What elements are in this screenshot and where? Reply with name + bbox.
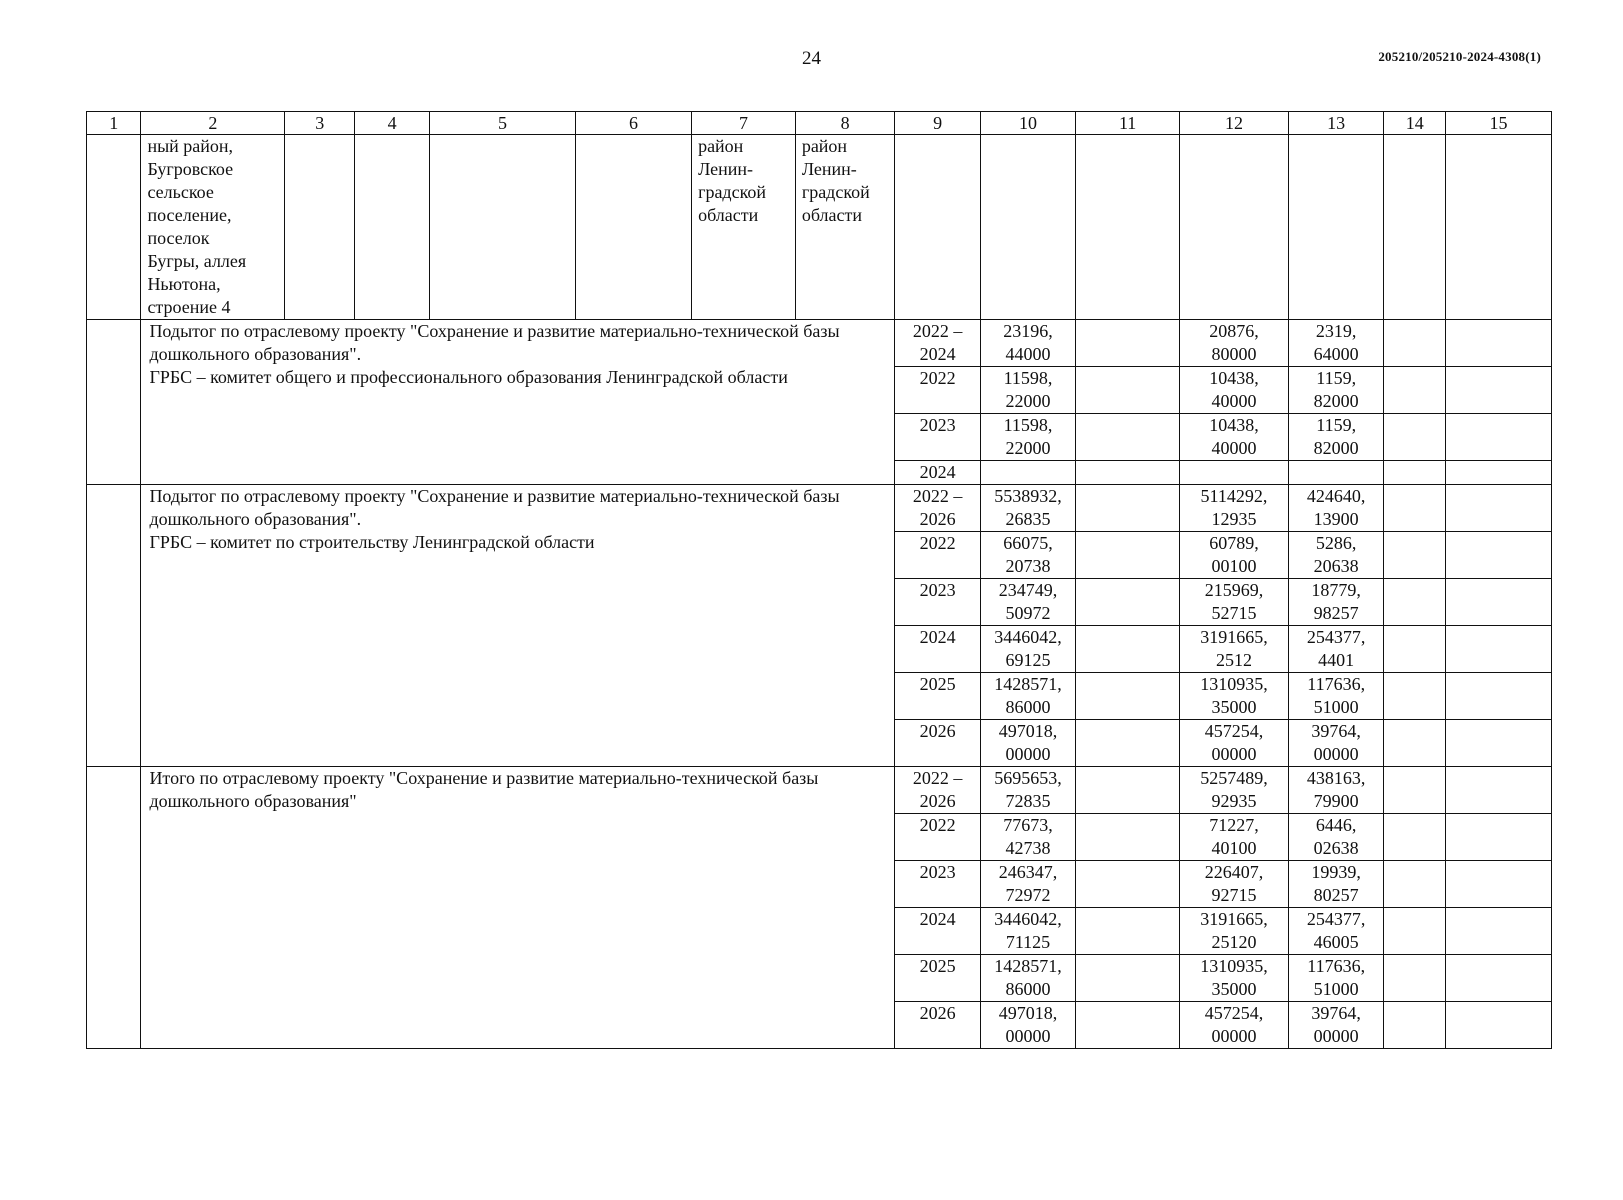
- col13-cell: [1288, 320, 1384, 367]
- group-description: [141, 767, 895, 1049]
- column-number-10: 10: [980, 112, 1076, 135]
- group-title: Подытог по отраслевому проекту "Сохранение и развитие материально-технической базы дошкольного образования".: [149, 486, 840, 529]
- column-number-14: 14: [1384, 112, 1446, 135]
- year-cell: [895, 320, 980, 367]
- amount-line: 246347,: [998, 862, 1058, 882]
- intro-col11: [1076, 135, 1180, 320]
- col15-cell: [1446, 861, 1552, 908]
- amount-line: 00100: [1211, 556, 1257, 576]
- col12-cell: [1180, 626, 1289, 673]
- amount-line: 1310935,: [1200, 674, 1268, 694]
- col11-cell: [1076, 579, 1180, 626]
- year-line: 2022: [919, 368, 956, 388]
- year-line: 2023: [919, 580, 956, 600]
- amount-line: 11598,: [1003, 368, 1053, 388]
- intro-col15: [1446, 135, 1552, 320]
- address-line: строение 4: [147, 297, 231, 317]
- col11-cell: [1076, 485, 1180, 532]
- year-line: 2026: [919, 791, 956, 811]
- col15-cell: [1446, 767, 1552, 814]
- year-cell: [895, 767, 980, 814]
- address-line: поселок: [147, 228, 210, 248]
- column-number-5: 5: [430, 112, 576, 135]
- year-cell: [895, 720, 980, 767]
- col13-cell: [1288, 485, 1384, 532]
- intro-col3: [285, 135, 355, 320]
- col11-cell: [1076, 720, 1180, 767]
- intro-district-cell-8: [795, 135, 895, 320]
- year-line: 2024: [919, 462, 956, 482]
- year-cell: [895, 532, 980, 579]
- district-line: области: [801, 205, 862, 225]
- year-line: 2026: [919, 509, 956, 529]
- amount-line: 254377,: [1306, 627, 1366, 647]
- intro-col6: [575, 135, 691, 320]
- amount-line: 18779,: [1311, 580, 1361, 600]
- amount-line: 254377,: [1306, 909, 1366, 929]
- amount-line: 92715: [1211, 885, 1257, 905]
- col15-cell: [1446, 532, 1552, 579]
- year-line: 2024: [919, 627, 956, 647]
- year-line: 2025: [919, 674, 956, 694]
- total-cell: [980, 673, 1076, 720]
- column-number-9: 9: [895, 112, 980, 135]
- amount-line: 80000: [1211, 344, 1257, 364]
- col12-cell: [1180, 861, 1289, 908]
- amount-line: 10438,: [1209, 368, 1259, 388]
- amount-line: 00000: [1313, 744, 1359, 764]
- col15-cell: [1446, 1002, 1552, 1049]
- district-line: Ленин-: [801, 159, 857, 179]
- district-line: район: [698, 136, 744, 156]
- total-cell: [980, 720, 1076, 767]
- col12-cell: [1180, 485, 1289, 532]
- address-line: Ньютона,: [147, 274, 221, 294]
- amount-line: 117636,: [1307, 674, 1366, 694]
- group-title: Итого по отраслевому проекту "Сохранение и развитие материально-технической базы дошкольного образования": [149, 768, 819, 811]
- amount-line: 64000: [1313, 344, 1359, 364]
- year-line: 2024: [919, 344, 956, 364]
- group-number-cell: [87, 320, 141, 485]
- col11-cell: [1076, 1002, 1180, 1049]
- year-line: 2022: [919, 533, 956, 553]
- district-line: области: [698, 205, 759, 225]
- amount-line: 02638: [1313, 838, 1359, 858]
- col12-cell: [1180, 814, 1289, 861]
- amount-line: 20638: [1313, 556, 1359, 576]
- amount-line: 71227,: [1209, 815, 1259, 835]
- col12-cell: [1180, 532, 1289, 579]
- address-line: ный район,: [147, 136, 234, 156]
- page-number: 24: [802, 48, 821, 69]
- year-cell: [895, 861, 980, 908]
- amount-line: 72835: [1005, 791, 1051, 811]
- amount-line: 457254,: [1204, 1003, 1264, 1023]
- col15-cell: [1446, 485, 1552, 532]
- amount-line: 86000: [1005, 979, 1051, 999]
- amount-line: 11598,: [1003, 415, 1053, 435]
- column-number-13: 13: [1288, 112, 1384, 135]
- col11-cell: [1076, 367, 1180, 414]
- intro-col5: [430, 135, 576, 320]
- group-description: [141, 320, 895, 485]
- col14-cell: [1384, 955, 1446, 1002]
- col14-cell: [1384, 461, 1446, 485]
- col15-cell: [1446, 579, 1552, 626]
- amount-line: 26835: [1005, 509, 1051, 529]
- col13-cell: [1288, 814, 1384, 861]
- col15-cell: [1446, 461, 1552, 485]
- amount-line: 1428571,: [994, 674, 1062, 694]
- col15-cell: [1446, 367, 1552, 414]
- amount-line: 00000: [1313, 1026, 1359, 1046]
- amount-line: 10438,: [1209, 415, 1259, 435]
- amount-line: 5538932,: [994, 486, 1062, 506]
- group-number-cell: [87, 767, 141, 1049]
- amount-line: 71125: [1005, 932, 1051, 952]
- year-line: 2024: [919, 909, 956, 929]
- column-number-1: 1: [87, 112, 141, 135]
- col13-cell: [1288, 626, 1384, 673]
- amount-line: 2512: [1215, 650, 1252, 670]
- total-cell: [980, 955, 1076, 1002]
- intro-col4: [355, 135, 430, 320]
- total-cell: [980, 414, 1076, 461]
- total-cell: [980, 767, 1076, 814]
- amount-line: 13900: [1313, 509, 1359, 529]
- col14-cell: [1384, 367, 1446, 414]
- total-cell: [980, 579, 1076, 626]
- col13-cell: [1288, 579, 1384, 626]
- col15-cell: [1446, 626, 1552, 673]
- amount-line: 80257: [1313, 885, 1359, 905]
- district-line: градской: [801, 182, 870, 202]
- column-number-4: 4: [355, 112, 430, 135]
- col14-cell: [1384, 626, 1446, 673]
- intro-row: [87, 135, 1552, 320]
- year-row: [87, 485, 1552, 532]
- col12-cell: [1180, 367, 1289, 414]
- col14-cell: [1384, 485, 1446, 532]
- amount-line: 50972: [1005, 603, 1051, 623]
- col12-cell: [1180, 908, 1289, 955]
- amount-line: 51000: [1313, 697, 1359, 717]
- year-cell: [895, 414, 980, 461]
- amount-line: 86000: [1005, 697, 1051, 717]
- address-line: Бугровское: [147, 159, 234, 179]
- amount-line: 23196,: [1003, 321, 1053, 341]
- col11-cell: [1076, 414, 1180, 461]
- total-cell: [980, 1002, 1076, 1049]
- column-number-8: 8: [795, 112, 895, 135]
- amount-line: 82000: [1313, 438, 1359, 458]
- col15-cell: [1446, 720, 1552, 767]
- col12-cell: [1180, 320, 1289, 367]
- amount-line: 00000: [1211, 744, 1257, 764]
- year-cell: [895, 814, 980, 861]
- group-title: Подытог по отраслевому проекту "Сохранение и развитие материально-технической базы дошкольного образования".: [149, 321, 840, 364]
- col15-cell: [1446, 814, 1552, 861]
- amount-line: 79900: [1313, 791, 1359, 811]
- amount-line: 40100: [1211, 838, 1257, 858]
- column-number-6: 6: [575, 112, 691, 135]
- year-line: 2026: [919, 1003, 956, 1023]
- intro-col10: [980, 135, 1076, 320]
- col13-cell: [1288, 767, 1384, 814]
- total-cell: [980, 461, 1076, 485]
- intro-col13: [1288, 135, 1384, 320]
- amount-line: 1428571,: [994, 956, 1062, 976]
- amount-line: 215969,: [1204, 580, 1264, 600]
- col13-cell: [1288, 720, 1384, 767]
- amount-line: 52715: [1211, 603, 1257, 623]
- col14-cell: [1384, 814, 1446, 861]
- year-line: 2022 –: [912, 321, 963, 341]
- amount-line: 98257: [1313, 603, 1359, 623]
- col12-cell: [1180, 955, 1289, 1002]
- year-line: 2022: [919, 815, 956, 835]
- address-line: сельское: [147, 182, 214, 202]
- col12-cell: [1180, 1002, 1289, 1049]
- address-line: поселение,: [147, 205, 232, 225]
- col15-cell: [1446, 955, 1552, 1002]
- col12-cell: [1180, 673, 1289, 720]
- col11-cell: [1076, 955, 1180, 1002]
- amount-line: 00000: [1005, 1026, 1051, 1046]
- col11-cell: [1076, 626, 1180, 673]
- total-cell: [980, 626, 1076, 673]
- amount-line: 22000: [1005, 438, 1051, 458]
- year-cell: [895, 1002, 980, 1049]
- col11-cell: [1076, 320, 1180, 367]
- col11-cell: [1076, 673, 1180, 720]
- amount-line: 44000: [1005, 344, 1051, 364]
- year-line: 2022 –: [912, 768, 963, 788]
- intro-col9: [895, 135, 980, 320]
- year-cell: [895, 367, 980, 414]
- amount-line: 1310935,: [1200, 956, 1268, 976]
- year-cell: [895, 485, 980, 532]
- district-line: градской: [698, 182, 767, 202]
- column-number-3: 3: [285, 112, 355, 135]
- amount-line: 60789,: [1209, 533, 1259, 553]
- amount-line: 497018,: [998, 1003, 1058, 1023]
- column-number-2: 2: [141, 112, 285, 135]
- col11-cell: [1076, 532, 1180, 579]
- amount-line: 4401: [1318, 650, 1355, 670]
- amount-line: 46005: [1313, 932, 1359, 952]
- amount-line: 424640,: [1306, 486, 1366, 506]
- amount-line: 35000: [1211, 697, 1257, 717]
- col14-cell: [1384, 320, 1446, 367]
- col14-cell: [1384, 414, 1446, 461]
- amount-line: 3446042,: [994, 627, 1062, 647]
- amount-line: 457254,: [1204, 721, 1264, 741]
- amount-line: 00000: [1005, 744, 1051, 764]
- amount-line: 1159,: [1316, 368, 1357, 388]
- amount-line: 5114292,: [1200, 486, 1268, 506]
- col14-cell: [1384, 579, 1446, 626]
- column-number-15: 15: [1446, 112, 1552, 135]
- total-cell: [980, 485, 1076, 532]
- amount-line: 5257489,: [1200, 768, 1268, 788]
- group-number-cell: [87, 485, 141, 767]
- year-row: [87, 767, 1552, 814]
- amount-line: 40000: [1211, 438, 1257, 458]
- col14-cell: [1384, 861, 1446, 908]
- intro-address-cell: [141, 135, 285, 320]
- col11-cell: [1076, 767, 1180, 814]
- amount-line: 497018,: [998, 721, 1058, 741]
- amount-line: 00000: [1211, 1026, 1257, 1046]
- amount-line: 77673,: [1003, 815, 1053, 835]
- col15-cell: [1446, 320, 1552, 367]
- amount-line: 6446,: [1315, 815, 1357, 835]
- amount-line: 117636,: [1307, 956, 1366, 976]
- address-line: Бугры, аллея: [147, 251, 247, 271]
- col14-cell: [1384, 767, 1446, 814]
- col13-cell: [1288, 461, 1384, 485]
- total-cell: [980, 861, 1076, 908]
- amount-line: 72972: [1005, 885, 1051, 905]
- year-cell: [895, 955, 980, 1002]
- district-line: район: [801, 136, 848, 156]
- total-cell: [980, 367, 1076, 414]
- year-row: [87, 320, 1552, 367]
- col13-cell: [1288, 1002, 1384, 1049]
- amount-line: 20876,: [1209, 321, 1259, 341]
- col11-cell: [1076, 908, 1180, 955]
- amount-line: 35000: [1211, 979, 1257, 999]
- group-subtitle: ГРБС – комитет общего и профессионального образования Ленинградской области: [149, 367, 788, 387]
- col13-cell: [1288, 367, 1384, 414]
- col12-cell: [1180, 767, 1289, 814]
- intro-district-cell-7: [692, 135, 796, 320]
- amount-line: 2319,: [1315, 321, 1357, 341]
- year-line: 2023: [919, 415, 956, 435]
- amount-line: 5695653,: [994, 768, 1062, 788]
- year-cell: [895, 908, 980, 955]
- total-cell: [980, 532, 1076, 579]
- col14-cell: [1384, 720, 1446, 767]
- amount-line: 3446042,: [994, 909, 1062, 929]
- amount-line: 69125: [1005, 650, 1051, 670]
- amount-line: 22000: [1005, 391, 1051, 411]
- col15-cell: [1446, 673, 1552, 720]
- col12-cell: [1180, 579, 1289, 626]
- year-line: 2025: [919, 956, 956, 976]
- group-subtitle: ГРБС – комитет по строительству Ленинградской области: [149, 532, 595, 552]
- amount-line: 66075,: [1003, 533, 1053, 553]
- col13-cell: [1288, 414, 1384, 461]
- table-body: [87, 112, 1552, 1049]
- amount-line: 3191665,: [1200, 627, 1268, 647]
- col12-cell: [1180, 461, 1289, 485]
- col11-cell: [1076, 461, 1180, 485]
- col14-cell: [1384, 908, 1446, 955]
- column-number-7: 7: [692, 112, 796, 135]
- amount-line: 20738: [1005, 556, 1051, 576]
- amount-line: 12935: [1211, 509, 1257, 529]
- amount-line: 25120: [1211, 932, 1257, 952]
- amount-line: 82000: [1313, 391, 1359, 411]
- column-number-12: 12: [1180, 112, 1289, 135]
- col15-cell: [1446, 908, 1552, 955]
- year-cell: [895, 673, 980, 720]
- intro-col14: [1384, 135, 1446, 320]
- col13-cell: [1288, 955, 1384, 1002]
- col14-cell: [1384, 532, 1446, 579]
- col13-cell: [1288, 673, 1384, 720]
- amount-line: 226407,: [1204, 862, 1264, 882]
- col12-cell: [1180, 414, 1289, 461]
- budget-table: [86, 111, 1552, 1049]
- amount-line: 42738: [1005, 838, 1051, 858]
- amount-line: 51000: [1313, 979, 1359, 999]
- total-cell: [980, 908, 1076, 955]
- amount-line: 19939,: [1311, 862, 1361, 882]
- col13-cell: [1288, 532, 1384, 579]
- col11-cell: [1076, 861, 1180, 908]
- amount-line: 5286,: [1315, 533, 1357, 553]
- column-number-row: [87, 112, 1552, 135]
- col11-cell: [1076, 814, 1180, 861]
- amount-line: 40000: [1211, 391, 1257, 411]
- col13-cell: [1288, 861, 1384, 908]
- col13-cell: [1288, 908, 1384, 955]
- amount-line: 92935: [1211, 791, 1257, 811]
- year-line: 2022 –: [912, 486, 963, 506]
- district-line: Ленин-: [698, 159, 754, 179]
- amount-line: 438163,: [1306, 768, 1366, 788]
- total-cell: [980, 320, 1076, 367]
- amount-line: 1159,: [1316, 415, 1357, 435]
- year-line: 2023: [919, 862, 956, 882]
- year-line: 2026: [919, 721, 956, 741]
- column-number-11: 11: [1076, 112, 1180, 135]
- col14-cell: [1384, 1002, 1446, 1049]
- col15-cell: [1446, 414, 1552, 461]
- amount-line: 39764,: [1311, 721, 1361, 741]
- year-cell: [895, 626, 980, 673]
- total-cell: [980, 814, 1076, 861]
- intro-col12: [1180, 135, 1289, 320]
- year-cell: [895, 579, 980, 626]
- amount-line: 39764,: [1311, 1003, 1361, 1023]
- col12-cell: [1180, 720, 1289, 767]
- amount-line: 3191665,: [1200, 909, 1268, 929]
- amount-line: 234749,: [998, 580, 1058, 600]
- year-cell: [895, 461, 980, 485]
- group-description: [141, 485, 895, 767]
- document-code: 205210/205210-2024-4308(1): [1378, 49, 1541, 64]
- col14-cell: [1384, 673, 1446, 720]
- intro-col1: [87, 135, 141, 320]
